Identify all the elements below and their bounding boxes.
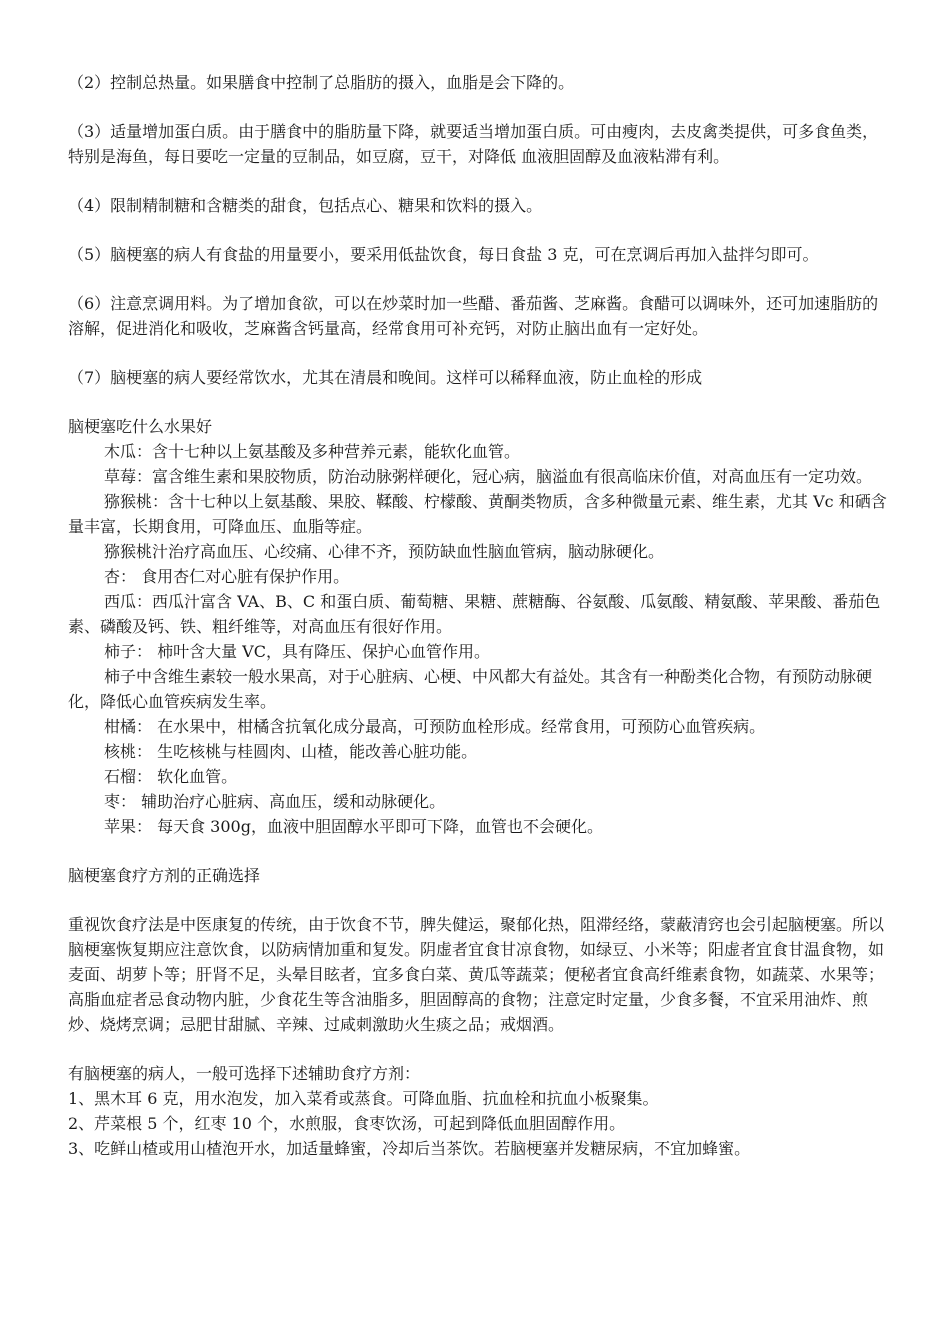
- recipe-item: 3、吃鲜山楂或用山楂泡开水，加适量蜂蜜，冷却后当茶饮。若脑梗塞并发糖尿病，不宜加蜂蜜。: [68, 1139, 751, 1158]
- fruit-item: 石榴： 软化血管。: [104, 767, 238, 786]
- fruit-item: 柿子： 柿叶含大量 VC，具有降压、保护心血管作用。: [104, 642, 490, 661]
- recipes-intro: 有脑梗塞的病人，一般可选择下述辅助食疗方剂：: [68, 1064, 421, 1083]
- fruit-item: 柿子中含维生素较一般水果高，对于心脏病、心梗、中风都大有益处。其含有一种酚类化合物，有预防动脉硬化，降低心血管疾病发生率。: [68, 667, 873, 711]
- recipe-item: 1、黑木耳 6 克，用水泡发，加入菜肴或蒸食。可降血脂、抗血栓和抗血小板聚集。: [68, 1089, 659, 1108]
- diet-therapy-body: 重视饮食疗法是中医康复的传统，由于饮食不节，脾失健运，聚郁化热，阻滞经络，蒙蔽清窍也会引起脑梗塞。所以脑梗塞恢复期应注意饮食，以防病情加重和复发。阴虚者宜食甘凉食物，如绿豆、小米等；阳虚者宜食甘温食物，如麦面、胡萝卜等；肝肾不足，头晕目眩者，宜多食白菜、黄瓜等蔬菜；便秘者宜食高纤维素食物，如蔬菜、水果等；高脂血症者忌食动物内脏，少食花生等含油脂多，胆固醇高的食物；注意定时定量，少食多餐，不宜采用油炸、煎炒、烧烤烹调；忌肥甘甜腻、辛辣、过咸刺激助火生痰之品；戒烟酒。: [68, 915, 885, 1034]
- fruit-item: 木瓜：含十七种以上氨基酸及多种营养元素，能软化血管。: [104, 442, 521, 461]
- diet-point-2: （2）控制总热量。如果膳食中控制了总脂肪的摄入，血脂是会下降的。: [68, 73, 575, 92]
- diet-therapy-heading: 脑梗塞食疗方剂的正确选择: [68, 866, 261, 885]
- diet-point-5: （5）脑梗塞的病人有食盐的用量要小，要采用低盐饮食，每日食盐 3 克，可在烹调后再加入盐拌匀即可。: [68, 245, 819, 264]
- diet-point-4: （4）限制精制糖和含糖类的甜食，包括点心、糖果和饮料的摄入。: [68, 196, 543, 215]
- diet-point-7: （7）脑梗塞的病人要经常饮水，尤其在清晨和晚间。这样可以稀释血液，防止血栓的形成: [68, 368, 703, 387]
- fruit-item: 枣： 辅助治疗心脏病、高血压，缓和动脉硬化。: [104, 792, 446, 811]
- recipe-item: 2、芹菜根 5 个，红枣 10 个，水煎服，食枣饮汤，可起到降低血胆固醇作用。: [68, 1114, 626, 1133]
- fruit-item: 柑橘： 在水果中，柑橘含抗氧化成分最高，可预防血栓形成。经常食用，可预防心血管疾病。: [104, 717, 766, 736]
- fruits-heading: 脑梗塞吃什么水果好: [68, 417, 213, 436]
- fruit-item: 猕猴桃：含十七种以上氨基酸、果胶、鞣酸、柠檬酸、黄酮类物质，含多种微量元素、维生素，尤其 Vc 和硒含量丰富，长期食用，可降血压、血脂等症。: [68, 492, 887, 536]
- fruit-item: 杏： 食用杏仁对心脏有保护作用。: [104, 567, 350, 586]
- diet-point-6: （6）注意烹调用料。为了增加食欲，可以在炒菜时加一些醋、番茄酱、芝麻酱。食醋可以调味外，还可加速脂肪的溶解，促进消化和吸收，芝麻酱含钙量高，经常食用可补充钙，对防止脑出血有一定好处。: [68, 294, 879, 338]
- fruit-item: 草莓：富含维生素和果胶物质，防治动脉粥样硬化，冠心病，脑溢血有很高临床价值，对高血压有一定功效。: [104, 467, 873, 486]
- diet-point-3: （3）适量增加蛋白质。由于膳食中的脂肪量下降，就要适当增加蛋白质。可由瘦肉，去皮禽类提供，可多食鱼类，特别是海鱼，每日要吃一定量的豆制品，如豆腐，豆干，对降低 血液胆固醇及血液粘滞有利。: [68, 122, 879, 166]
- fruit-item: 猕猴桃汁治疗高血压、心绞痛、心律不齐，预防缺血性脑血管病，脑动脉硬化。: [104, 542, 665, 561]
- fruit-item: 西瓜：西瓜汁富含 VA、B、C 和蛋白质、葡萄糖、果糖、蔗糖酶、谷氨酸、瓜氨酸、精氨酸、苹果酸、番茄色素、磷酸及钙、铁、粗纤维等，对高血压有很好作用。: [68, 592, 881, 636]
- fruit-item: 核桃： 生吃核桃与桂圆肉、山楂，能改善心脏功能。: [104, 742, 478, 761]
- document-page: [68, 70, 888, 1161]
- fruit-item: 苹果： 每天食 300g，血液中胆固醇水平即可下降，血管也不会硬化。: [104, 817, 603, 836]
